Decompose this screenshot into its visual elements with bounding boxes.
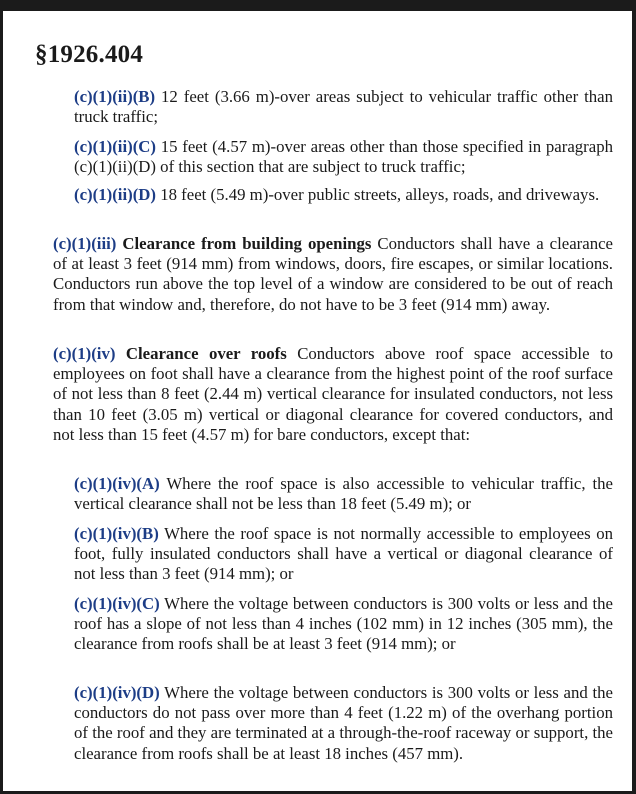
paragraph-c-1-ii-C	[74, 137, 613, 177]
paragraph-c-1-iv	[53, 344, 613, 445]
paragraph-heading: Clearance over roofs	[125, 344, 287, 363]
paragraph-citation: (c)(1)(ii)(C)	[74, 137, 156, 156]
paragraph-text: Where the voltage between conductors is 300 volts or less and the conductors do not pass over more than 4 feet (1.22 m) of the overhang portion of the roof and they are terminated at a through-the-roof raceway or support, the clearance from roofs shall be at least 18 inches (457 mm).	[74, 683, 613, 763]
paragraph-c-1-ii-B	[74, 87, 613, 127]
paragraph-text: Where the roof space is also accessible to vehicular traffic, the vertical clearance shall not be less than 18 feet (5.49 m); or	[74, 474, 613, 514]
paragraph-c-1-iv-A	[74, 474, 613, 514]
paragraph-citation: (c)(1)(ii)(D)	[74, 185, 156, 204]
paragraph-text: Conductors shall have a clearance of at least 3 feet (914 mm) from windows, doors, fire escapes, or similar locations. Conductors run above the top level of a window are considered to be out of reach from that window and, therefore, do not have to be 3 feet (914 mm) away.	[53, 234, 614, 314]
paragraph-c-1-iv-C	[74, 594, 613, 655]
paragraph-citation: (c)(1)(iii)	[53, 234, 117, 253]
paragraph-c-1-ii-D	[74, 185, 613, 205]
paragraph-text: 12 feet (3.66 m)-over areas subject to vehicular traffic other than truck traffic;	[74, 87, 613, 127]
paragraph-c-1-iii	[53, 234, 613, 315]
paragraph-c-1-iv-B	[74, 524, 613, 585]
paragraph-citation: (c)(1)(iv)(C)	[74, 594, 160, 613]
paragraph-citation: (c)(1)(ii)(B)	[74, 87, 156, 106]
paragraph-text: 15 feet (4.57 m)-over areas other than those specified in paragraph (c)(1)(ii)(D) of this section that are subject to truck traffic;	[74, 137, 613, 177]
paragraph-text: Conductors above roof space accessible to employees on foot shall have a clearance from the highest point of the roof surface of not less than 8 feet (2.44 m) vertical clearance for insulated conductors, not less than 10 feet (3.05 m) vertical or diagonal clearance for covered conductors, and not less than 15 feet (4.57 m) for bare conductors, except that:	[53, 344, 614, 444]
paragraph-citation: (c)(1)(iv)(D)	[74, 683, 160, 702]
paragraph-text: Where the voltage between conductors is 300 volts or less and the roof has a slope of not less than 4 inches (102 mm) in 12 inches (305 mm), the clearance from roofs shall be at least 3 feet (914 mm); or	[74, 594, 613, 654]
paragraph-heading: Clearance from building openings	[122, 234, 372, 253]
document-page	[3, 11, 632, 791]
paragraph-citation: (c)(1)(iv)	[53, 344, 116, 363]
paragraph-citation: (c)(1)(iv)(A)	[74, 474, 160, 493]
paragraph-text: Where the roof space is not normally accessible to employees on foot, fully insulated conductors shall have a vertical or diagonal clearance of not less than 3 feet (914 mm); or	[74, 524, 613, 584]
paragraph-c-1-iv-D	[74, 683, 613, 764]
section-title: §1926.404	[35, 41, 144, 68]
paragraph-citation: (c)(1)(iv)(B)	[74, 524, 159, 543]
paragraph-text: 18 feet (5.49 m)-over public streets, alleys, roads, and driveways.	[160, 185, 600, 204]
